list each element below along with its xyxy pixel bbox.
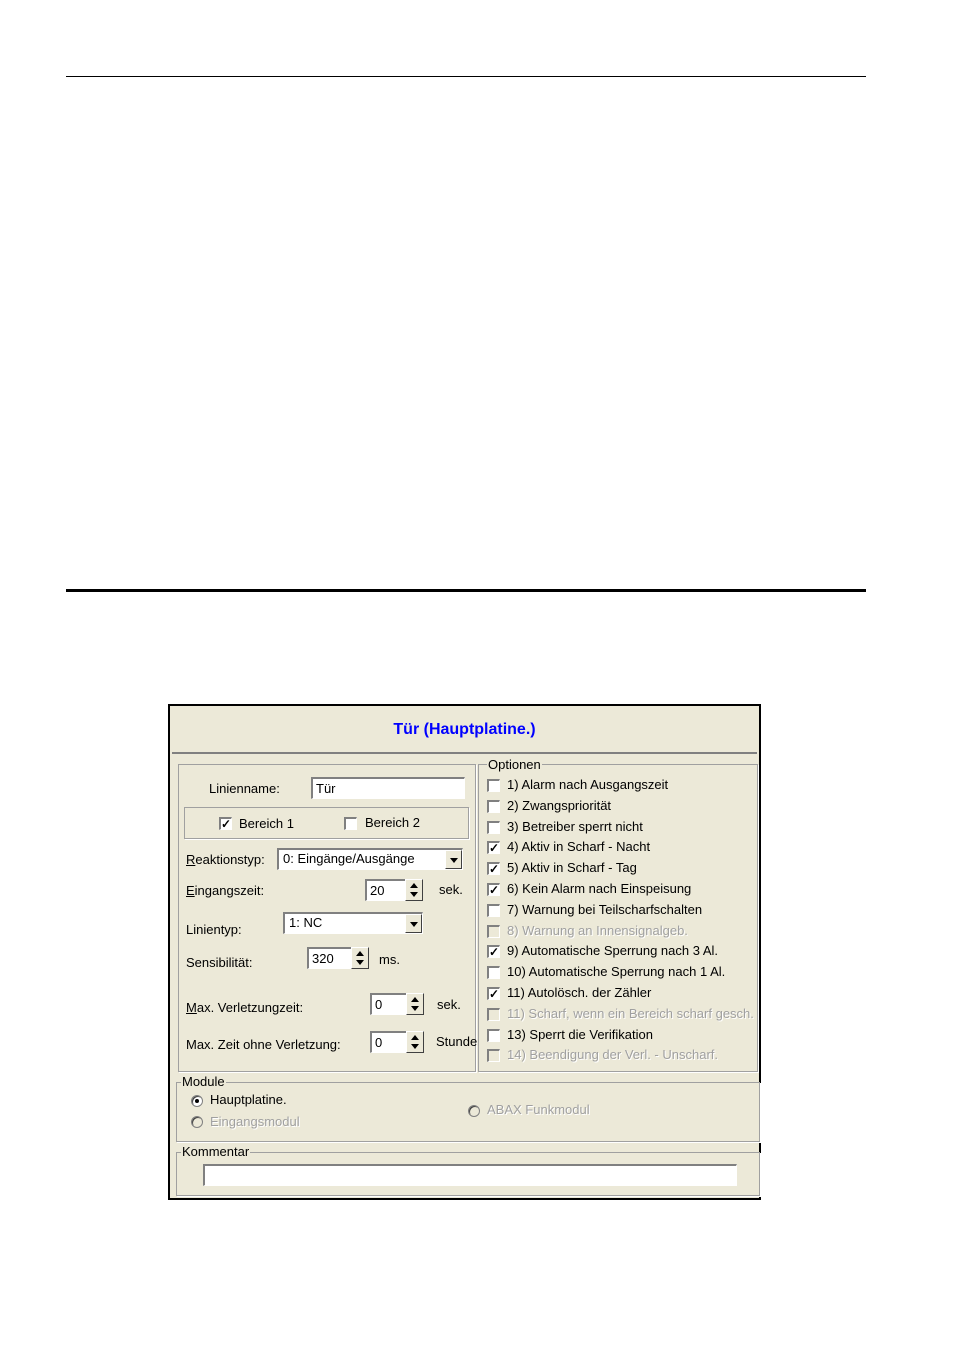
- option-10-checkbox[interactable]: [487, 966, 500, 979]
- spinner-buttons[interactable]: [405, 879, 423, 901]
- header-rule: [66, 76, 866, 77]
- spinner-buttons[interactable]: [406, 993, 424, 1015]
- option-3-checkbox[interactable]: [487, 821, 500, 834]
- bereich-group: [184, 807, 469, 839]
- option-2-checkbox[interactable]: [487, 800, 500, 813]
- option-6-checkbox[interactable]: ✓: [489, 883, 500, 897]
- linienname-input[interactable]: Tür: [311, 777, 465, 799]
- reaktionstyp-value: 0: Eingänge/Ausgänge: [283, 851, 415, 866]
- max-zeit-ohne-value[interactable]: 0: [370, 1031, 406, 1053]
- arrow-up-icon[interactable]: [411, 1035, 419, 1040]
- kommentar-legend: Kommentar: [182, 1144, 250, 1159]
- eingangszeit-spinner[interactable]: [365, 879, 423, 901]
- option-1-label: 1) Alarm nach Ausgangszeit: [507, 777, 669, 792]
- abax-label: ABAX Funkmodul: [487, 1102, 590, 1117]
- eingangsmodul-radio[interactable]: [191, 1116, 203, 1128]
- chevron-down-icon[interactable]: [445, 850, 462, 869]
- reaktionstyp-label-rest: eaktionstyp:: [195, 852, 265, 867]
- option-11-label: 11) Autolösch. der Zähler: [507, 985, 652, 1000]
- bereich1-checkbox[interactable]: ✓: [221, 817, 232, 831]
- option-10-label: 10) Automatische Sperrung nach 1 Al.: [507, 964, 726, 980]
- arrow-up-icon[interactable]: [410, 883, 418, 888]
- arrow-down-icon[interactable]: [410, 892, 418, 897]
- eingangsmodul-label: Eingangsmodul: [210, 1114, 300, 1129]
- arrow-up-icon[interactable]: [356, 951, 364, 956]
- kommentar-input[interactable]: [203, 1164, 737, 1186]
- linientyp-label: Linientyp:: [186, 922, 242, 937]
- chevron-down-icon[interactable]: [405, 914, 422, 933]
- section-rule: [66, 589, 866, 592]
- bereich1-label: Bereich 1: [239, 816, 294, 831]
- option-3-label: 3) Betreiber sperrt nicht: [507, 818, 643, 834]
- option-9-checkbox[interactable]: ✓: [489, 945, 500, 960]
- option-13-checkbox[interactable]: [487, 1029, 500, 1042]
- option-7-label: 7) Warnung bei Teilscharfschalten: [507, 901, 703, 917]
- arrow-down-icon[interactable]: [411, 1006, 419, 1011]
- module-group: [176, 1074, 760, 1142]
- sensibilitaet-value[interactable]: 320: [307, 947, 351, 969]
- bereich2-label: Bereich 2: [365, 815, 420, 830]
- arrow-up-icon[interactable]: [411, 997, 419, 1002]
- optionen-legend: Optionen: [488, 757, 541, 772]
- bereich2-checkbox[interactable]: [344, 817, 357, 830]
- option-2-label: 2) Zwangspriorität: [507, 797, 612, 813]
- max-verletzungszeit-label-rest: ax. Verletzungzeit:: [196, 1000, 304, 1015]
- linientyp-select[interactable]: [283, 912, 423, 934]
- dialog-title: Tür (Hauptplatine.): [172, 708, 757, 754]
- max-zeit-ohne-label: Max. Zeit ohne Verletzung:: [186, 1037, 341, 1052]
- option-4-checkbox[interactable]: ✓: [489, 841, 500, 856]
- option-11-checkbox[interactable]: ✓: [489, 987, 500, 1001]
- option-6-label: 6) Kein Alarm nach Einspeisung: [507, 881, 692, 896]
- sensibilitaet-spinner[interactable]: [307, 947, 369, 969]
- option-12-checkbox[interactable]: [487, 1008, 500, 1021]
- reaktionstyp-label: [186, 852, 265, 867]
- hauptplatine-label: Hauptplatine.: [210, 1092, 287, 1107]
- option-12-label: 11) Scharf, wenn ein Bereich scharf gesch.: [507, 1005, 754, 1021]
- optionen-group: [478, 757, 758, 1072]
- arrow-down-icon[interactable]: [356, 960, 364, 965]
- option-5-label: 5) Aktiv in Scharf - Tag: [507, 860, 637, 876]
- arrow-down-icon[interactable]: [411, 1044, 419, 1049]
- option-8-checkbox[interactable]: [487, 925, 500, 938]
- zone-settings-dialog: [168, 704, 761, 1200]
- reaktionstyp-label-accel: R: [186, 852, 196, 867]
- option-5-checkbox[interactable]: ✓: [489, 862, 500, 877]
- kommentar-group: [176, 1144, 760, 1196]
- option-7-checkbox[interactable]: [487, 904, 500, 917]
- spinner-buttons[interactable]: [351, 947, 369, 969]
- eingangszeit-label: [186, 883, 264, 898]
- option-13-label: 13) Sperrt die Verifikation: [507, 1026, 653, 1042]
- option-14-checkbox[interactable]: [487, 1049, 500, 1062]
- abax-radio[interactable]: [468, 1105, 480, 1117]
- option-8-label: 8) Warnung an Innensignalgeb.: [507, 922, 688, 938]
- max-verletzungszeit-unit: sek.: [437, 997, 461, 1012]
- sensibilitaet-label: Sensibilität:: [186, 955, 253, 970]
- max-verletzungszeit-label-accel: M: [186, 1000, 197, 1015]
- option-14-label: 14) Beendigung der Verl. - Unscharf.: [507, 1047, 719, 1063]
- eingangszeit-unit: sek.: [439, 882, 463, 897]
- eingangszeit-label-accel: E: [186, 883, 195, 898]
- hauptplatine-radio[interactable]: [191, 1095, 203, 1107]
- max-zeit-ohne-unit: Stunde: [436, 1034, 478, 1049]
- zone-params-group: [178, 764, 476, 1072]
- option-4-label: 4) Aktiv in Scharf - Nacht: [507, 839, 651, 855]
- sensibilitaet-unit: ms.: [379, 952, 400, 967]
- reaktionstyp-select[interactable]: [277, 848, 463, 870]
- max-verletzungszeit-value[interactable]: 0: [370, 993, 406, 1015]
- max-verletzungszeit-spinner[interactable]: [370, 993, 424, 1015]
- linienname-label: Linienname:: [209, 781, 280, 796]
- radio-selected-dot: [195, 1099, 199, 1103]
- linientyp-value: 1: NC: [289, 915, 323, 930]
- max-verletzungszeit-label: [186, 1000, 303, 1015]
- eingangszeit-label-rest: ingangszeit:: [194, 883, 265, 898]
- module-legend: Module: [182, 1074, 225, 1089]
- option-1-checkbox[interactable]: [487, 779, 500, 792]
- max-zeit-ohne-spinner[interactable]: [370, 1031, 424, 1053]
- spinner-buttons[interactable]: [406, 1031, 424, 1053]
- option-9-label: 9) Automatische Sperrung nach 3 Al.: [507, 943, 719, 959]
- eingangszeit-value[interactable]: 20: [365, 879, 405, 901]
